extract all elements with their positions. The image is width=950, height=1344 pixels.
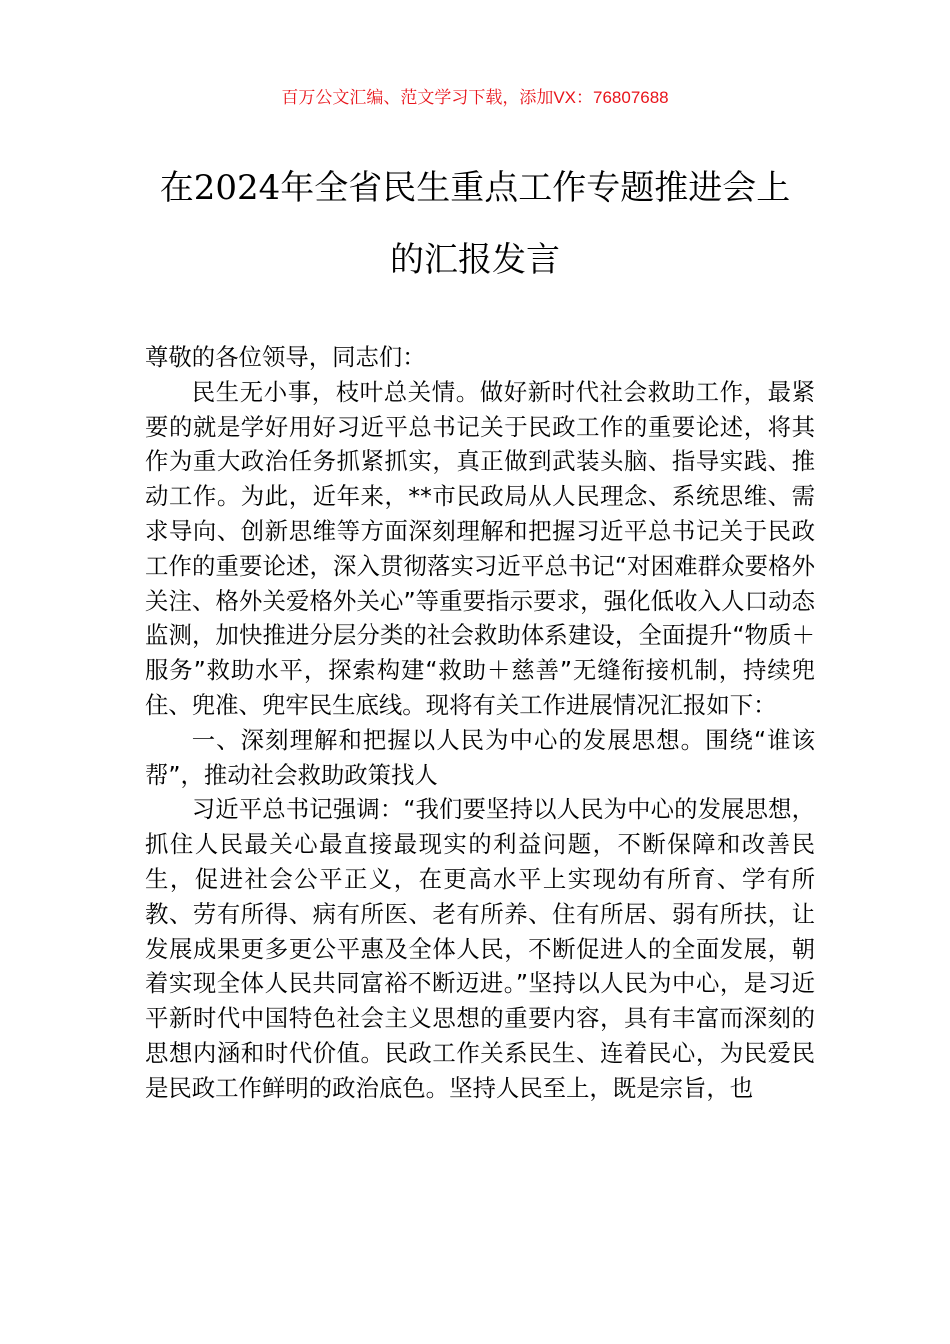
title-line-1: 在2024年全省民生重点工作专题推进会上 [159, 168, 791, 208]
title-line-2: 的汇报发言 [390, 240, 560, 280]
paragraph-intro: 民生无小事，枝叶总关情。做好新时代社会救助工作，最紧要的就是学好用好习近平总书记关于民政工作的重要论述，将其作为重大政治任务抓紧抓实，真正做到武装头脑、指导实践、推动工作。为此，近年来，**市民政局从人民理念、系统思维、需求导向、创新思维等方面深刻理解和把握习近平总书记关于民政工作的重要论述，深入贯彻落实习近平总书记“对困难群众要格外关注、格外关爱格外关心”等重要指示要求，强化低收入人口动态监测，加快推进分层分类的社会救助体系建设，全面提升“物质＋服务”救助水平，探索构建“救助＋慈善”无缝衔接机制，持续兜住、兜准、兜牢民生底线。现将有关工作进展情况汇报如下： [145, 377, 815, 719]
header-promo-note: 百万公文汇编、范文学习下载，添加VX：76807688 [281, 88, 669, 107]
section-heading-1: 一、深刻理解和把握以人民为中心的发展思想。围绕“谁该帮”，推动社会救助政策找人 [145, 725, 815, 789]
document-title [140, 152, 810, 296]
document-body [145, 340, 815, 1106]
salutation: 尊敬的各位领导，同志们： [145, 343, 426, 371]
paragraph-section-1: 习近平总书记强调：“我们要坚持以人民为中心的发展思想，抓住人民最关心最直接最现实的利益问题，不断保障和改善民生，促进社会公平正义，在更高水平上实现幼有所育、学有所教、劳有所得、病有所医、老有所养、住有所居、弱有所扶，让发展成果更多更公平惠及全体人民，不断促进人的全面发展，朝着实现全体人民共同富裕不断迈进。”坚持以人民为中心，是习近平新时代中国特色社会主义思想的重要内容，具有丰富而深刻的思想内涵和时代价值。民政工作关系民生、连着民心，为民爱民是民政工作鲜明的政治底色。坚持人民至上，既是宗旨，也 [145, 795, 815, 1102]
